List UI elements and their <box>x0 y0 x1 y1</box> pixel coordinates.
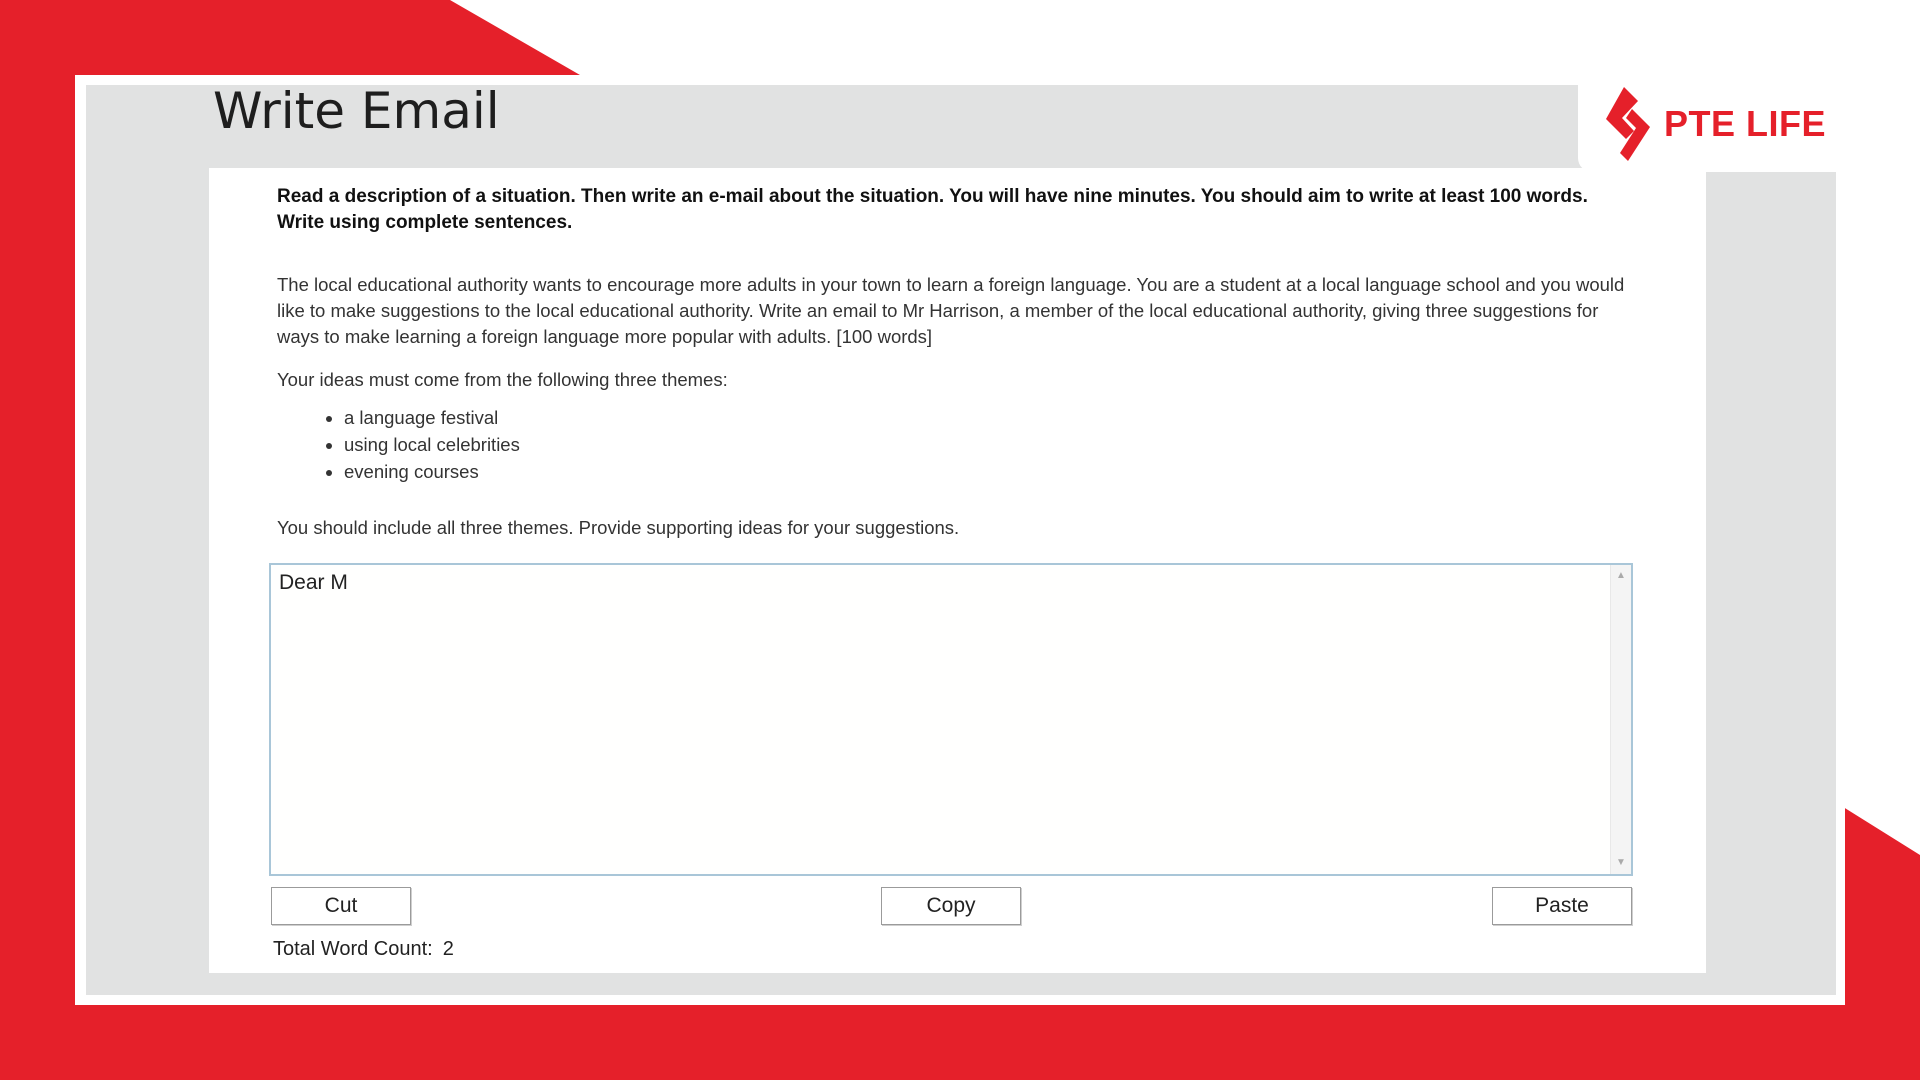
list-item: • using local celebrities <box>344 431 520 458</box>
cut-button[interactable]: Cut <box>271 887 411 925</box>
themes-intro: Your ideas must come from the following three themes: <box>277 369 728 390</box>
brand-logo <box>1578 76 1844 172</box>
page-title: Write Email <box>213 82 500 140</box>
email-textarea[interactable] <box>279 571 1589 861</box>
word-count-value: 2 <box>442 938 454 960</box>
email-editor <box>269 563 1633 876</box>
list-item: • a language festival <box>344 404 520 431</box>
editor-scrollbar[interactable] <box>1610 565 1631 874</box>
scroll-up-icon[interactable]: ▲ <box>1616 570 1626 581</box>
list-item: • evening courses <box>344 458 520 485</box>
task-prompt: The local educational authority wants to encourage more adults in your town to learn a foreign language. You are a student at a local language school and you would like to make suggestions to the local educational authority. Write an email to Mr Harrison, a member of the local educational authority, giving three suggestions for ways to make learning a foreign language more popular with adults. [100 words] <box>277 274 1625 347</box>
pte-life-logo-icon <box>1604 85 1652 163</box>
word-count-label: Total Word Count: <box>273 938 433 960</box>
scroll-down-icon[interactable]: ▼ <box>1616 857 1626 868</box>
themes-list <box>310 404 520 485</box>
brand-name: PTE LIFE <box>1664 103 1827 144</box>
word-count <box>273 938 464 961</box>
task-instructions: Read a description of a situation. Then write an e-mail about the situation. You will have nine minutes. You should aim to write at least 100 words. Write using complete sentences. <box>277 186 1588 233</box>
paste-button[interactable]: Paste <box>1492 887 1632 925</box>
task-closing: You should include all three themes. Provide supporting ideas for your suggestions. <box>277 517 960 538</box>
copy-button[interactable]: Copy <box>881 887 1021 925</box>
